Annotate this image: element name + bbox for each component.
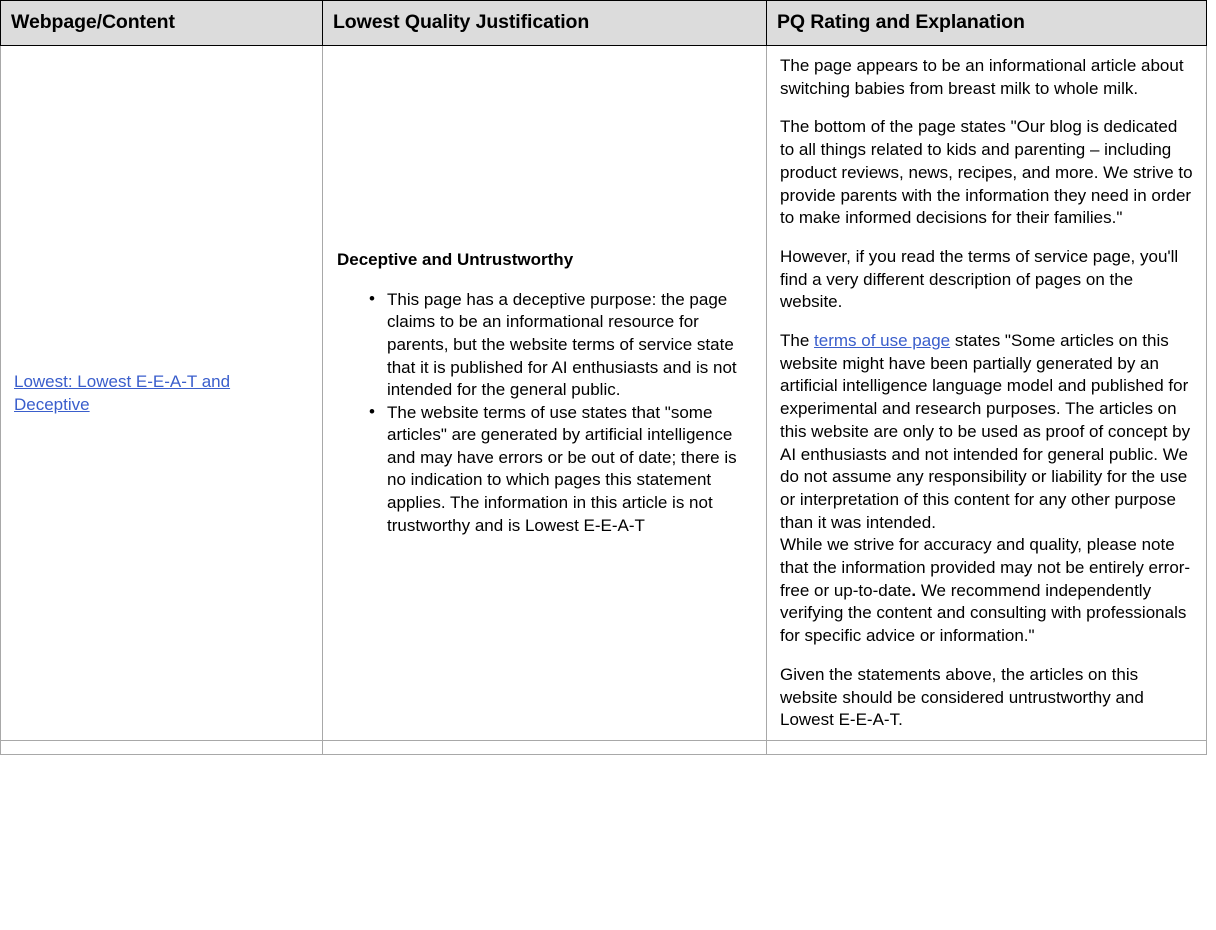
table-header-row bbox=[1, 1, 1207, 46]
cell-lowest-quality-justification bbox=[323, 740, 767, 754]
cell-webpage-content bbox=[1, 740, 323, 754]
pq-quote-line2: While we strive for accuracy and quality, please note that the information provided may not be entirely error-free or up-to-date bbox=[780, 535, 1191, 600]
column-header-justification: Lowest Quality Justification bbox=[323, 1, 767, 46]
pq-paragraph-conclusion: Given the statements above, the articles on this website should be considered untrustworthy and Lowest E-E-A-T. bbox=[780, 664, 1144, 730]
cell-webpage-content bbox=[1, 46, 323, 741]
table-header bbox=[1, 1, 1207, 46]
webpage-rating-link[interactable]: Lowest: Lowest E-E-A-T and Deceptive bbox=[14, 371, 231, 414]
cell-pq-rating-explanation bbox=[767, 740, 1207, 754]
justification-heading: Deceptive and Untrustworthy bbox=[337, 249, 574, 269]
list-item: • The website terms of use states that "some articles" are generated by artificial intelligence and may have errors or be out of date; there is no indication to which pages this statement applies. The information in this article is not trustworthy and is Lowest E-E-A-T bbox=[369, 402, 752, 538]
pq-paragraph-summary: The page appears to be an informational article about switching babies from breast milk to whole milk. bbox=[780, 56, 1184, 98]
column-header-webpage: Webpage/Content bbox=[1, 1, 323, 46]
pq-quote-body: states "Some articles on this website might have been partially generated by an artificial intelligence language model and published for experimental and research purposes. The articles on this website are only to be used as proof of concept by AI enthusiasts and not intended for general public. We do not assume any responsibility or liability for the use or interpretation of this content for any other purpose than it was intended. bbox=[780, 331, 1191, 532]
cell-lowest-quality-justification bbox=[323, 46, 767, 741]
list-item: • This page has a deceptive purpose: the page claims to be an informational resource for parents, but the website terms of service state that it is published for AI enthusiasts and is not intended for the general public. bbox=[369, 289, 752, 402]
table-row bbox=[1, 740, 1207, 754]
pq-quote-prefix: The bbox=[780, 331, 815, 351]
table-row bbox=[1, 46, 1207, 741]
column-header-pq-rating: PQ Rating and Explanation bbox=[767, 1, 1207, 46]
table-body bbox=[1, 46, 1207, 755]
pq-paragraph-terms-quote bbox=[780, 330, 1193, 648]
justification-bullet-list bbox=[337, 289, 752, 538]
pq-quote-suffix: We recommend independently verifying the content and consulting with professionals for specific advice or information." bbox=[780, 580, 1187, 646]
cell-pq-rating-explanation bbox=[767, 46, 1207, 741]
pq-paragraph-blog-statement: The bottom of the page states "Our blog is dedicated to all things related to kids and parenting – including product reviews, news, recipes, and more. We strive to provide parents with the information they need in order to make informed decisions for their families." bbox=[780, 117, 1193, 228]
pq-paragraph-terms-contrast: However, if you read the terms of service page, you'll find a very different description of pages on the website. bbox=[780, 246, 1179, 312]
terms-of-use-page-link[interactable]: terms of use page bbox=[814, 331, 951, 351]
pq-quote-bold-period: . bbox=[911, 580, 917, 600]
